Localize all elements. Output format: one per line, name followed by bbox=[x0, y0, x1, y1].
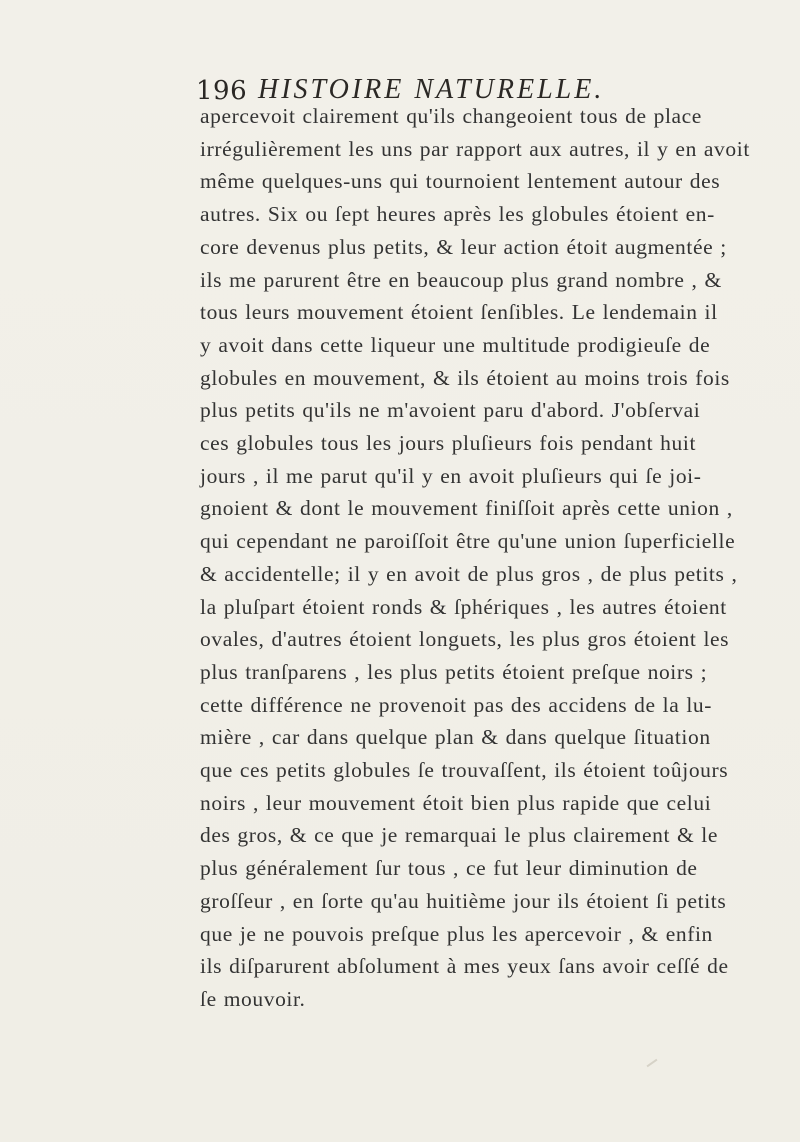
text-line: tous leurs mouvement étoient ſenſibles. Le lendemain il bbox=[200, 300, 718, 325]
text-line: ils me parurent être en beaucoup plus grand nombre , & bbox=[200, 267, 722, 292]
text-line: y avoit dans cette liqueur une multitude prodigieuſe de bbox=[200, 332, 711, 357]
text-line: que je ne pouvois preſque plus les apercevoir , & enfin bbox=[200, 921, 713, 946]
text-line: mière , car dans quelque plan & dans quelque ſituation bbox=[200, 725, 711, 750]
text-line: jours , il me parut qu'il y en avoit pluſieurs qui ſe joi- bbox=[200, 463, 702, 488]
text-line: core devenus plus petits, & leur action étoit augmentée ; bbox=[200, 234, 727, 259]
text-line: autres. Six ou ſept heures après les globules étoient en- bbox=[200, 202, 715, 227]
text-line: ces globules tous les jours pluſieurs fois pendant huit bbox=[200, 431, 697, 456]
text-line: plus tranſparens , les plus petits étoient preſque noirs ; bbox=[200, 659, 708, 684]
text-line: que ces petits globules ſe trouvaſſent, ils étoient toûjours bbox=[200, 758, 729, 783]
text-line: apercevoit clairement qu'ils changeoient tous de place bbox=[200, 104, 702, 128]
page-number: 196 bbox=[196, 76, 248, 106]
text-line: même quelques-uns qui tournoient lentement autour des bbox=[200, 169, 721, 194]
body-text bbox=[200, 100, 750, 1016]
text-line: cette différence ne provenoit pas des accidens de la lu- bbox=[200, 692, 712, 717]
text-line: gnoient & dont le mouvement finiſſoit après cette union , bbox=[200, 496, 733, 521]
text-line: irrégulièrement les uns par rapport aux autres, il y en avoit bbox=[200, 136, 750, 161]
text-line: des gros, & ce que je remarquai le plus clairement & le bbox=[200, 823, 719, 848]
text-line: globules en mouvement, & ils étoient au moins trois fois bbox=[200, 365, 730, 390]
text-line: & accidentelle; il y en avoit de plus gros , de plus petits , bbox=[200, 561, 738, 586]
text-line: plus petits qu'ils ne m'avoient paru d'abord. J'obſervai bbox=[200, 398, 701, 423]
text-line: ovales, d'autres étoient longuets, les plus gros étoient les bbox=[200, 627, 730, 652]
text-line-last: ſe mouvoir. bbox=[200, 986, 306, 1011]
text-line: qui cependant ne paroiſſoit être qu'une union ſuperficielle bbox=[200, 529, 736, 554]
text-line: ils diſparurent abſolument à mes yeux ſans avoir ceſſé de bbox=[200, 954, 729, 979]
text-line: la pluſpart étoient ronds & ſphériques , les autres étoient bbox=[200, 594, 727, 619]
text-line: groſſeur , en ſorte qu'au huitième jour ils étoient ſi petits bbox=[200, 888, 727, 913]
text-line: plus généralement ſur tous , ce fut leur diminution de bbox=[200, 856, 698, 881]
text-line: noirs , leur mouvement étoit bien plus rapide que celui bbox=[200, 790, 712, 815]
running-title: HISTOIRE NATURELLE. bbox=[258, 74, 605, 105]
paper-mark bbox=[647, 1059, 658, 1068]
